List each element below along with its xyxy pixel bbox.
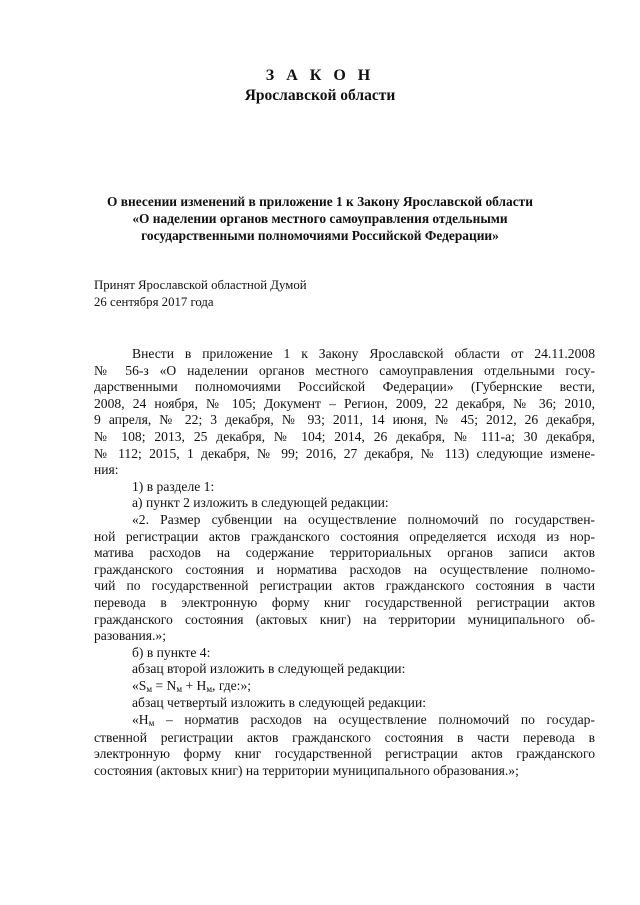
definition-line — [94, 712, 595, 730]
quoted-text-line: гражданского состояния (актовых книг) на территории муниципального об- — [94, 611, 595, 627]
quoted-text-line: «2. Размер субвенции на осуществление полномочий по государствен- — [132, 511, 595, 527]
law-subject-line: государственными полномочиями Российской Федерации» — [141, 228, 499, 243]
document-title: З А К О Н — [265, 67, 375, 84]
quoted-text-line: электронную форму книг государственной регистрации актов гражданского — [94, 746, 595, 762]
body-line: дарственными полномочиями Российской Федерации» (Губернские вести, — [94, 379, 595, 395]
body-line: № 112; 2015, 1 декабря, № 99; 2016, 27 декабря, № 113) следующие измене- — [94, 445, 595, 461]
section-item: абзац четвертый изложить в следующей редакции: — [132, 695, 427, 711]
definition-text: – норматив расходов на осуществление полномочий по государ- — [154, 712, 595, 728]
quoted-text-line: ной регистрации актов гражданского состояния определяется исходя из нор- — [94, 528, 595, 544]
adoption-note — [94, 277, 307, 311]
body-line: 9 апреля, № 22; 3 декабря, № 93; 2011, 14 июня, № 45; 2012, 26 декабря, — [94, 412, 595, 428]
formula-subscript: м — [176, 683, 183, 694]
section-item: 1) в разделе 1: — [132, 478, 215, 494]
formula-subscript: м — [146, 683, 153, 694]
section-item: а) пункт 2 изложить в следующей редакции: — [132, 495, 389, 511]
law-subject — [0, 193, 640, 244]
definition-symbol: «Н — [132, 712, 149, 728]
quoted-text-line: перевода в электронную форму книг государственной регистрации актов — [94, 594, 595, 610]
formula-line — [94, 678, 595, 696]
formula-part: = N — [152, 677, 177, 693]
body-line: Внести в приложение 1 к Закону Ярославской области от 24.11.2008 — [132, 346, 595, 361]
body-line: № 108; 2013, 25 декабря, № 104; 2014, 26 декабря, № 111-а; 30 декабря, — [94, 428, 595, 444]
law-subject-line: «О наделении органов местного самоуправления отдельными — [132, 211, 508, 226]
formula-part: , где:»; — [212, 677, 252, 693]
formula-subscript: м — [206, 683, 213, 694]
quoted-text-line: чий по государственной регистрации актов гражданского состояния в части — [94, 578, 595, 594]
definition-subscript: м — [148, 718, 155, 729]
section-item: б) в пункте 4: — [132, 644, 211, 660]
formula-part: «S — [132, 677, 147, 693]
quoted-text-line: разования.»; — [94, 628, 166, 644]
adoption-body: Принят Ярославской областной Думой — [94, 278, 307, 292]
quoted-text-line: матива расходов на содержание территориальных органов записи актов — [94, 545, 595, 561]
quoted-text-line: гражданского состояния и норматива расходов на осуществление полномо- — [94, 561, 595, 577]
formula-part: + Н — [182, 677, 207, 693]
body-line: ния: — [94, 462, 119, 478]
section-item: абзац второй изложить в следующей редакции: — [132, 661, 406, 677]
body-line: № 56-з «О наделении органов местного самоуправления отдельными госу- — [94, 362, 595, 378]
body-line: 2008, 24 ноября, № 105; Документ – Регион, 2009, 22 декабря, № 36; 2010, — [94, 395, 595, 411]
law-subject-line: О внесении изменений в приложение 1 к Закону Ярославской области — [107, 194, 533, 209]
law-body — [94, 346, 595, 779]
quoted-text-line: состояния (актовых книг) на территории муниципального образования.»; — [94, 762, 519, 778]
quoted-text-line: ственной регистрации актов гражданского состояния в части перевода в — [94, 729, 595, 745]
adoption-date: 26 сентября 2017 года — [94, 295, 214, 309]
document-region: Ярославской области — [244, 87, 396, 104]
